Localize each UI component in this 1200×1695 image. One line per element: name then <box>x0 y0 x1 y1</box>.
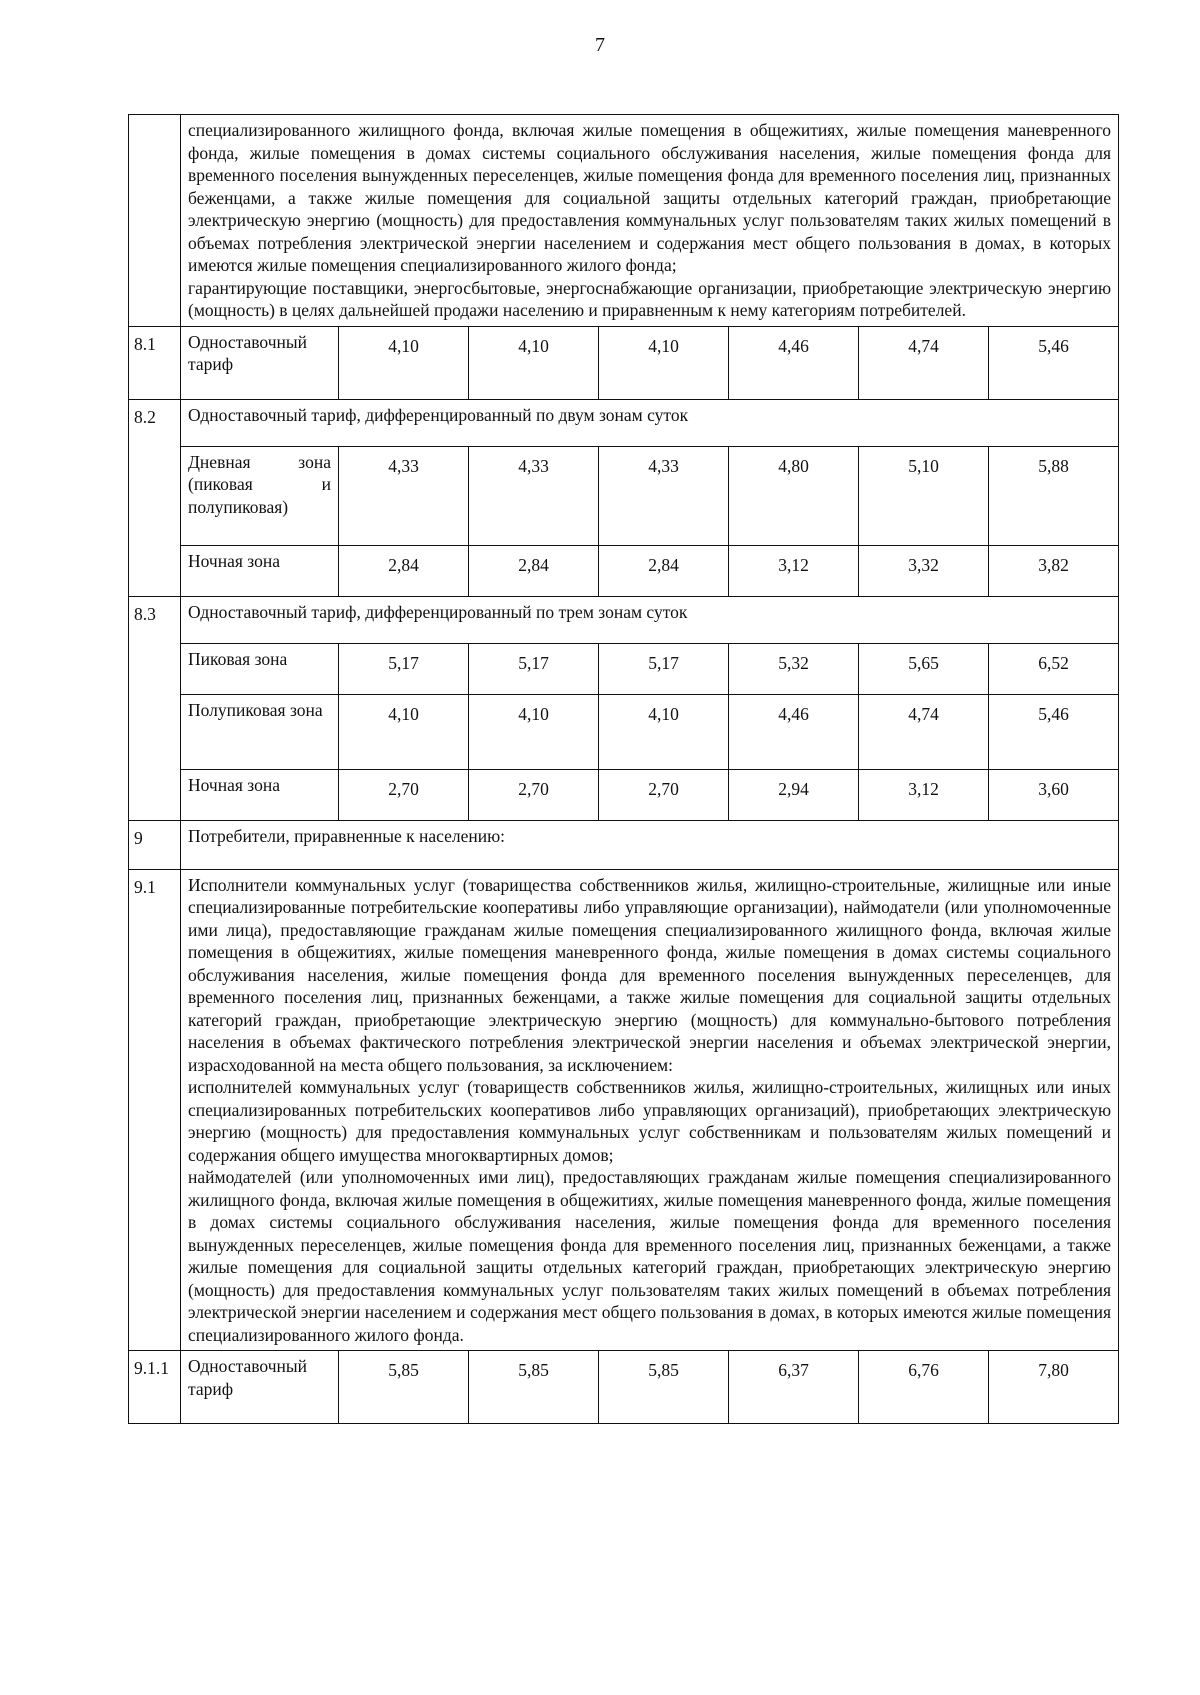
tariff-value: 4,33 <box>339 446 469 545</box>
tariff-value: 3,12 <box>859 769 989 820</box>
section-title: Потребители, приравненные к населению: <box>181 820 1119 869</box>
tariff-value: 2,94 <box>729 769 859 820</box>
tariff-value: 4,10 <box>339 326 469 399</box>
section-text <box>181 869 1119 1351</box>
tariff-value: 6,76 <box>859 1351 989 1424</box>
page-number: 7 <box>595 34 605 56</box>
tariff-value: 4,46 <box>729 326 859 399</box>
tariff-value: 5,85 <box>599 1351 729 1424</box>
tariff-label: Ночная зона <box>181 545 339 596</box>
table-row-8-1 <box>129 326 1119 399</box>
table-row-day-zone <box>129 446 1119 545</box>
tariff-value: 5,46 <box>989 326 1119 399</box>
tariff-value: 5,17 <box>339 643 469 694</box>
table-row-semipeak-zone <box>129 694 1119 769</box>
tariff-value: 4,10 <box>469 326 599 399</box>
tariff-value: 2,84 <box>599 545 729 596</box>
row-number: 9.1.1 <box>129 1351 181 1424</box>
tariff-value: 5,32 <box>729 643 859 694</box>
tariff-value: 5,17 <box>599 643 729 694</box>
tariff-label: Одноставочный тариф <box>181 326 339 399</box>
tariff-value: 5,88 <box>989 446 1119 545</box>
tariff-value: 3,32 <box>859 545 989 596</box>
tariff-value: 4,33 <box>599 446 729 545</box>
table-row-intro <box>129 115 1119 327</box>
tariff-value: 2,84 <box>469 545 599 596</box>
intro-text <box>181 115 1119 327</box>
tariff-value: 6,37 <box>729 1351 859 1424</box>
tariff-table <box>128 114 1119 1424</box>
section-title: Одноставочный тариф, дифференцированный по двум зонам суток <box>181 399 1119 446</box>
section-paragraph: Исполнители коммунальных услуг (товарищества собственников жилья, жилищно-строительные, жилищные или иные специализированные потребительские кооперативы либо управляющие организации), наймодатели (или уполномоченные ими лица), предоставляющие гражданам жилые помещения специализированного жилищного фонда, включая жилые помещения в общежитиях, жилые помещения маневренного фонда, жилые помещения в домах системы социального обслуживания населения, жилые помещения фонда для временного поселения вынужденных переселенцев, для временного поселения лиц, признанных беженцами, а также жилые помещения для социальной защиты отдельных категорий граждан, приобретающие электрическую энергию (мощность) для коммунально-бытового потребления населения в объемах фактического потребления электрической энергии населения и объемах электрической энергии, израсходованной на места общего пользования, за исключением: <box>188 874 1112 1075</box>
tariff-value: 3,60 <box>989 769 1119 820</box>
tariff-value: 3,82 <box>989 545 1119 596</box>
tariff-label: Дневная зона (пиковая и полупиковая) <box>181 446 339 545</box>
section-paragraph: исполнителей коммунальных услуг (товариществ собственников жилья, жилищно-строительных, жилищных или иных специализированных потребительских кооперативов либо управляющих организаций), приобретающих электрическую энергию (мощность) для предоставления коммунальных услуг собственникам и пользователям жилых помещений и содержания общего имущества многоквартирных домов; <box>188 1077 1112 1165</box>
tariff-label: Полупиковая зона <box>181 694 339 769</box>
tariff-label: Ночная зона <box>181 769 339 820</box>
tariff-value: 4,10 <box>339 694 469 769</box>
table-row-9-1-1 <box>129 1351 1119 1424</box>
tariff-value: 4,10 <box>469 694 599 769</box>
tariff-value: 5,10 <box>859 446 989 545</box>
table-row-night-zone <box>129 545 1119 596</box>
intro-paragraph: специализированного жилищного фонда, включая жилые помещения в общежитиях, жилые помещения маневренного фонда, жилые помещения в домах системы социального обслуживания населения, жилые помещения фонда для временного поселения вынужденных переселенцев, жилые помещения фонда для временного поселения лиц, признанных беженцами, а также жилые помещения для социальной защиты отдельных категорий граждан, приобретающие электрическую энергию (мощность) для предоставления коммунальных услуг пользователям таких жилых помещений в объемах потребления электрической энергии населением и содержания мест общего пользования в домах, в которых имеются жилые помещения специализированного жилого фонда; <box>188 120 1112 275</box>
tariff-value: 6,52 <box>989 643 1119 694</box>
tariff-value: 2,70 <box>469 769 599 820</box>
row-number-empty <box>129 115 181 327</box>
tariff-value: 4,74 <box>859 326 989 399</box>
table-row-peak-zone <box>129 643 1119 694</box>
tariff-value: 5,85 <box>469 1351 599 1424</box>
table-row-9 <box>129 820 1119 869</box>
tariff-label: Одноставочный тариф <box>181 1351 339 1424</box>
row-number: 8.3 <box>129 596 181 820</box>
tariff-value: 2,70 <box>599 769 729 820</box>
tariff-value: 5,85 <box>339 1351 469 1424</box>
tariff-value: 5,46 <box>989 694 1119 769</box>
row-number: 9 <box>129 820 181 869</box>
tariff-value: 4,10 <box>599 694 729 769</box>
tariff-value: 4,33 <box>469 446 599 545</box>
row-number: 8.2 <box>129 399 181 596</box>
tariff-value: 5,65 <box>859 643 989 694</box>
intro-paragraph: гарантирующие поставщики, энергосбытовые, энергоснабжающие организации, приобретающие электрическую энергию (мощность) в целях дальнейшей продажи населению и приравненным к нему категориям потребителей. <box>188 277 1112 320</box>
tariff-value: 2,84 <box>339 545 469 596</box>
tariff-value: 4,80 <box>729 446 859 545</box>
row-number: 9.1 <box>129 869 181 1351</box>
tariff-value: 5,17 <box>469 643 599 694</box>
tariff-value: 4,10 <box>599 326 729 399</box>
tariff-label: Пиковая зона <box>181 643 339 694</box>
table-row-9-1 <box>129 869 1119 1351</box>
tariff-value: 4,46 <box>729 694 859 769</box>
section-paragraph: наймодателей (или уполномоченных ими лиц), предоставляющих гражданам жилые помещения специализированного жилищного фонда, включая жилые помещения в общежитиях, жилые помещения маневренного фонда, жилые помещения в домах системы социального обслуживания населения, жилые помещения фонда для временного поселения вынужденных переселенцев, жилые помещения фонда для временного поселения лиц, признанных беженцами, а также жилые помещения для социальной защиты отдельных категорий граждан, приобретающих электрическую энергию (мощность) для предоставления коммунальных услуг пользователям таких жилых помещений в объемах потребления электрической энергии населением и содержания мест общего пользования в домах, в которых имеются жилые помещения специализированного жилого фонда. <box>188 1167 1112 1345</box>
tariff-value: 7,80 <box>989 1351 1119 1424</box>
tariff-value: 4,74 <box>859 694 989 769</box>
section-title: Одноставочный тариф, дифференцированный по трем зонам суток <box>181 596 1119 643</box>
tariff-value: 3,12 <box>729 545 859 596</box>
table-row-8-2 <box>129 399 1119 446</box>
table-row-night-zone <box>129 769 1119 820</box>
table-row-8-3 <box>129 596 1119 643</box>
row-number: 8.1 <box>129 326 181 399</box>
tariff-value: 2,70 <box>339 769 469 820</box>
